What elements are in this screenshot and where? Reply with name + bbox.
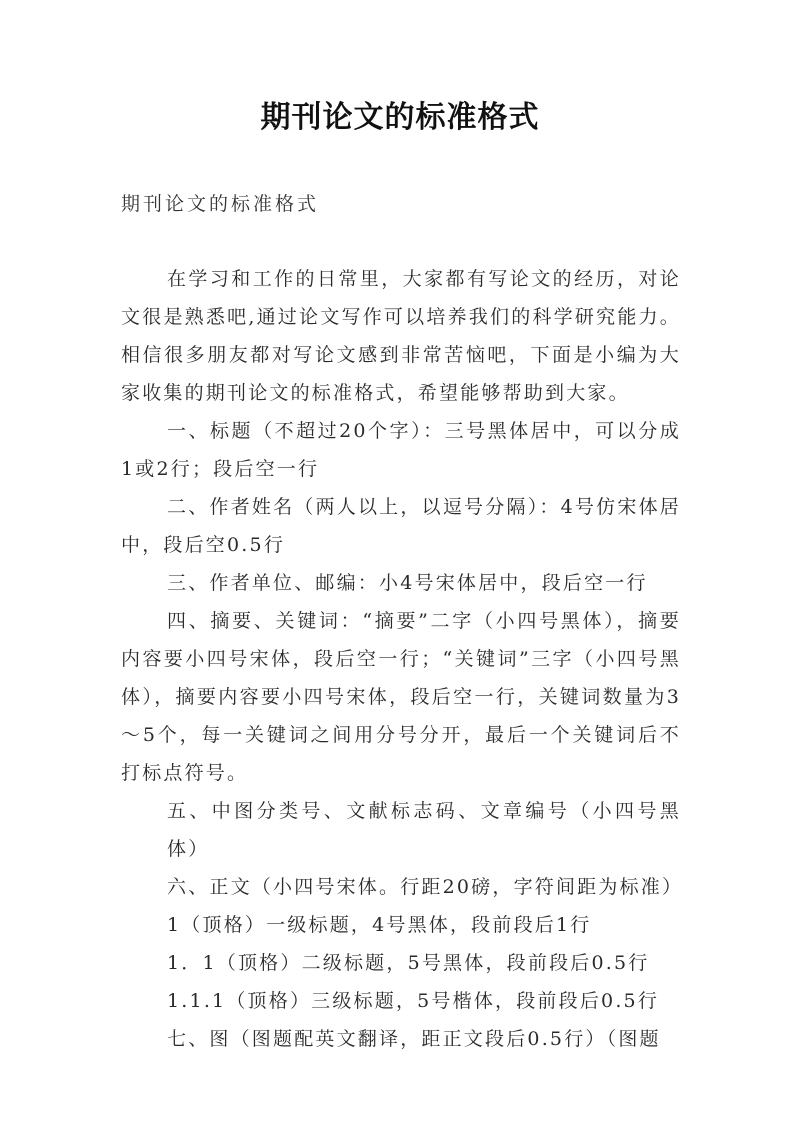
document-body [121,260,684,1058]
section-classification-rule: 五、中图分类号、文献标志码、文章编号（小四号黑体） [167,800,681,860]
intro-paragraph: 在学习和工作的日常里，大家都有写论文的经历，对论文很是熟悉吧,通过论文写作可以培养我们的科学研究能力。相信很多朋友都对写论文感到非常苦恼吧，下面是小编为大家收集的期刊论文的标准格式，希望能够帮助到大家。 [121,268,681,404]
heading-level-3-rule: 1.1.1（顶格）三级标题，5号楷体，段前段后0.5行 [167,990,660,1012]
document-title: 期刊论文的标准格式 [260,100,540,135]
section-figure-rule: 七、图（图题配英文翻译，距正文段后0.5行）（图题 [167,1028,661,1050]
heading-level-2-rule: 1．1（顶格）二级标题，5号黑体，段前段后0.5行 [167,952,650,974]
heading-level-1-rule: 1（顶格）一级标题，4号黑体，段前段后1行 [167,914,592,936]
section-title-rule: 一、标题（不超过20个字）：三号黑体居中，可以分成1或2行；段后空一行 [121,420,681,480]
section-author-name-rule: 二、作者姓名（两人以上，以逗号分隔）：4号仿宋体居中，段后空0.5行 [121,496,681,556]
section-author-unit-rule: 三、作者单位、邮编：小4号宋体居中，段后空一行 [167,572,648,594]
section-abstract-keywords-rule: 四、摘要、关键词：“摘要”二字（小四号黑体），摘要内容要小四号宋体，段后空一行；“关键词”三字（小四号黑体），摘要内容要小四号宋体，段后空一行，关键词数量为3～5个，每一关键词之间用分号分开，最后一个关键词后不打标点符号。 [121,610,681,784]
document-subtitle: 期刊论文的标准格式 [121,193,320,215]
section-body-text-rule: 六、正文（小四号宋体。行距20磅，字符间距为标准） [167,876,684,898]
